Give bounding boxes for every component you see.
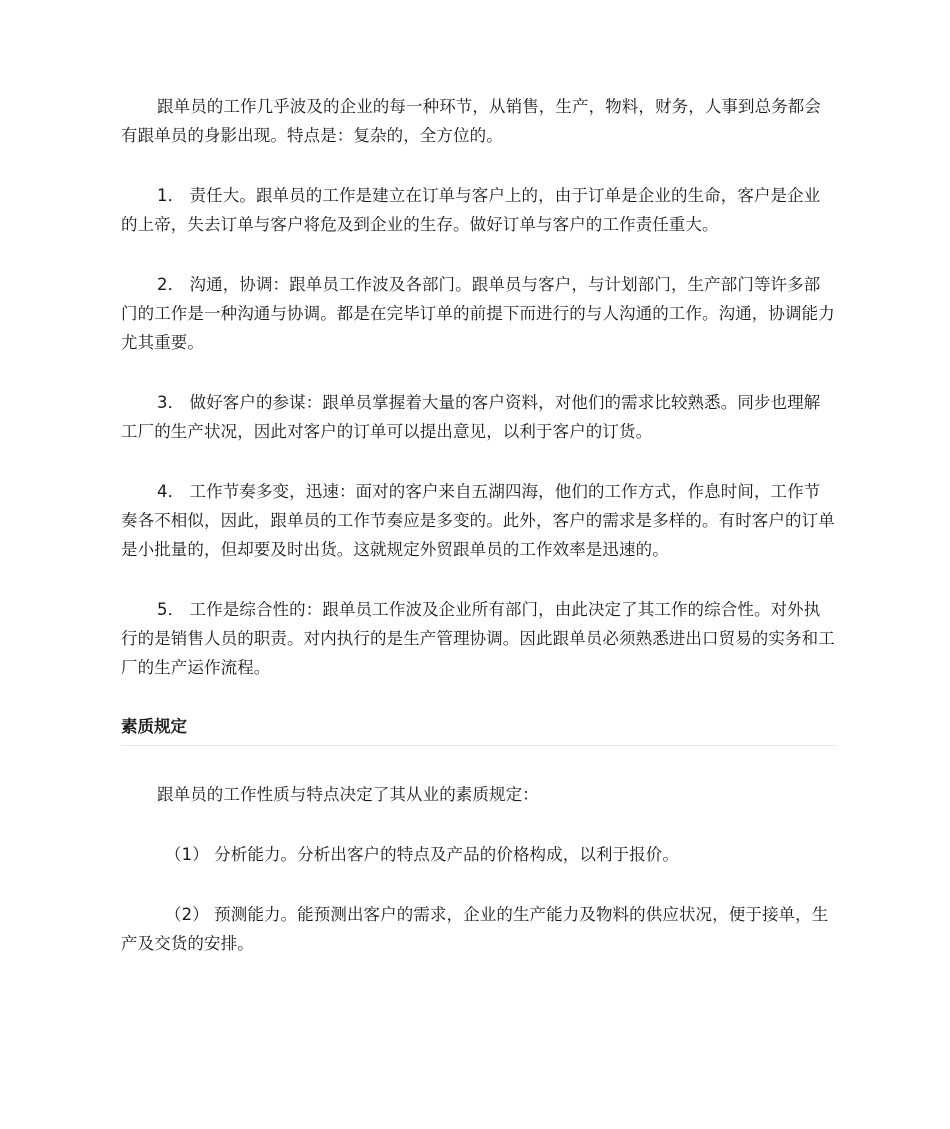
quality-paragraph-1: （1） 分析能力。分析出客户的特点及产品的价格构成，以利于报价。 [165,845,679,864]
document-page [121,92,836,958]
section-heading: 素质规定 [121,712,836,746]
quality-paragraph-2: （2） 预测能力。能预测出客户的需求，企业的生产能力及物料的供应状况，便于接单，生产及交货的安排。 [121,905,829,953]
feature-paragraph-3: 3． 做好客户的参谋：跟单员掌握着大量的客户资料，对他们的需求比较熟悉。同步也理解工厂的生产状况，因此对客户的订单可以提出意见，以利于客户的订货。 [121,393,821,441]
feature-paragraph-1: 1． 责任大。跟单员的工作是建立在订单与客户上的，由于订单是企业的生命，客户是企业的上帝，失去订单与客户将危及到企业的生存。做好订单与客户的工作责任重大。 [121,186,821,234]
feature-paragraph-4: 4． 工作节奏多变，迅速：面对的客户来自五湖四海，他们的工作方式，作息时间，工作节奏各不相似，因此，跟单员的工作节奏应是多变的。此外，客户的需求是多样的。有时客户的订单是小批量的，但却要及时出货。这就规定外贸跟单员的工作效率是迅速的。 [121,482,835,559]
feature-paragraph-2: 2． 沟通，协调：跟单员工作波及各部门。跟单员与客户，与计划部门，生产部门等许多部门的工作是一种沟通与协调。都是在完毕订单的前提下而进行的与人沟通的工作。沟通，协调能力尤其重要。 [121,275,835,352]
section-intro-paragraph: 跟单员的工作性质与特点决定了其从业的素质规定： [157,785,539,804]
intro-paragraph: 跟单员的工作几乎波及的企业的每一种环节，从销售，生产，物料，财务，人事到总务都会有跟单员的身影出现。特点是：复杂的，全方位的。 [121,97,821,145]
feature-paragraph-5: 5． 工作是综合性的：跟单员工作波及企业所有部门，由此决定了其工作的综合性。对外执行的是销售人员的职责。对内执行的是生产管理协调。因此跟单员必须熟悉进出口贸易的实务和工厂的生产运作流程。 [121,600,835,677]
